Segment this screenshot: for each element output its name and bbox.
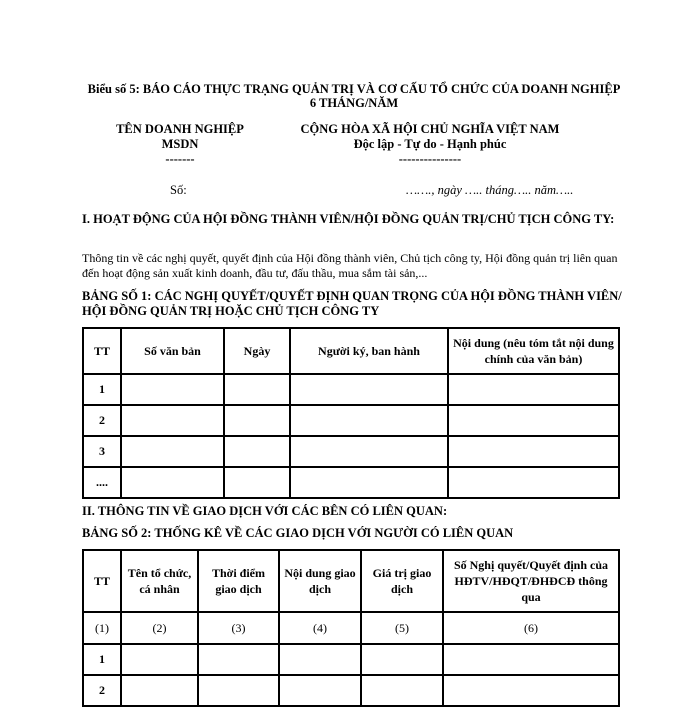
table-row bbox=[83, 436, 619, 467]
table-cell bbox=[224, 436, 290, 467]
column-header: TT bbox=[83, 550, 121, 612]
table-2-title: BẢNG SỐ 2: THỐNG KÊ VỀ CÁC GIAO DỊCH VỚI NGƯỜI CÓ LIÊN QUAN bbox=[82, 526, 514, 540]
column-index: (4) bbox=[279, 612, 361, 644]
row-number: 1 bbox=[83, 644, 121, 675]
row-number: .... bbox=[83, 467, 121, 498]
report-title: BÁO CÁO THỰC TRẠNG QUẢN TRỊ VÀ CƠ CẤU TỔ CHỨC CỦA DOANH NGHIỆP 6 THÁNG/NĂM bbox=[142, 82, 621, 110]
column-header: Nội dung giao dịch bbox=[279, 550, 361, 612]
table-row bbox=[83, 405, 619, 436]
section-1-heading: I. HOẠT ĐỘNG CỦA HỘI ĐỒNG THÀNH VIÊN/HỘI ĐỒNG QUẢN TRỊ/CHỦ TỊCH CÔNG TY: bbox=[82, 212, 615, 226]
table-cell bbox=[121, 405, 224, 436]
column-header: Ngày bbox=[224, 328, 290, 374]
column-index: (2) bbox=[121, 612, 198, 644]
row-number: 1 bbox=[83, 374, 121, 405]
column-header: Số văn bản bbox=[121, 328, 224, 374]
table-cell bbox=[121, 644, 198, 675]
table-cell bbox=[198, 644, 279, 675]
column-index: (3) bbox=[198, 612, 279, 644]
table-cell bbox=[224, 374, 290, 405]
column-header: Tên tổ chức, cá nhân bbox=[121, 550, 198, 612]
column-header: Thời điểm giao dịch bbox=[198, 550, 279, 612]
table-header-row bbox=[83, 328, 619, 374]
table-row bbox=[83, 675, 619, 706]
table-cell bbox=[121, 436, 224, 467]
national-motto: Độc lập - Tự do - Hạnh phúc bbox=[353, 137, 507, 151]
table-cell bbox=[224, 405, 290, 436]
company-header bbox=[100, 122, 260, 167]
table-cell bbox=[361, 675, 443, 706]
column-header: Người ký, ban hành bbox=[290, 328, 448, 374]
resolutions-table bbox=[82, 327, 620, 499]
table-row bbox=[83, 374, 619, 405]
table-cell bbox=[448, 374, 619, 405]
table-cell bbox=[448, 405, 619, 436]
table-cell bbox=[224, 467, 290, 498]
column-index: (1) bbox=[83, 612, 121, 644]
form-number: Biểu số 5: bbox=[87, 82, 140, 96]
column-header: Nội dung (nêu tóm tắt nội dung chính của văn bản) bbox=[448, 328, 619, 374]
row-number: 2 bbox=[83, 675, 121, 706]
column-index: (6) bbox=[443, 612, 619, 644]
column-header: TT bbox=[83, 328, 121, 374]
table-row bbox=[83, 644, 619, 675]
table-header-row bbox=[83, 550, 619, 612]
table-cell bbox=[290, 467, 448, 498]
table-cell bbox=[198, 675, 279, 706]
table-cell bbox=[121, 467, 224, 498]
table-cell bbox=[448, 467, 619, 498]
table-cell bbox=[443, 675, 619, 706]
column-header: Giá trị giao dịch bbox=[361, 550, 443, 612]
table-cell bbox=[290, 405, 448, 436]
table-cell bbox=[290, 436, 448, 467]
table-cell bbox=[443, 644, 619, 675]
column-index-row bbox=[83, 612, 619, 644]
table-1-title: BẢNG SỐ 1: CÁC NGHỊ QUYẾT/QUYẾT ĐỊNH QUAN TRỌNG CỦA HỘI ĐỒNG THÀNH VIÊN/ HỘI ĐỒNG QUẢN TRỊ HOẶC CHỦ TỊCH CÔNG TY bbox=[82, 289, 622, 318]
national-divider: --------------- bbox=[398, 152, 462, 166]
national-header bbox=[280, 122, 580, 167]
document-number-label: Số: bbox=[170, 183, 187, 197]
table-cell bbox=[121, 374, 224, 405]
form-title bbox=[84, 82, 624, 110]
section-2-heading: II. THÔNG TIN VỀ GIAO DỊCH VỚI CÁC BÊN CÓ LIÊN QUAN: bbox=[82, 504, 448, 518]
table-cell bbox=[448, 436, 619, 467]
table-cell bbox=[290, 374, 448, 405]
related-party-transactions-table bbox=[82, 549, 620, 707]
date-line: ……., ngày ….. tháng….. năm….. bbox=[406, 183, 574, 197]
company-tax-code: MSDN bbox=[161, 137, 199, 151]
company-divider: ------- bbox=[165, 152, 195, 166]
table-row bbox=[83, 467, 619, 498]
column-index: (5) bbox=[361, 612, 443, 644]
table-cell bbox=[279, 675, 361, 706]
company-name: TÊN DOANH NGHIỆP bbox=[116, 122, 244, 136]
national-name: CỘNG HÒA XÃ HỘI CHỦ NGHĨA VIỆT NAM bbox=[300, 122, 560, 136]
table-cell bbox=[121, 675, 198, 706]
section-1-paragraph: Thông tin về các nghị quyết, quyết định của Hội đồng thành viên, Chủ tịch công ty, Hội đồng quản trị liên quan đến hoạt động sản xuất kinh doanh, đầu tư, đấu thầu, mua sắm tài sản,... bbox=[82, 251, 618, 280]
table-cell bbox=[279, 644, 361, 675]
row-number: 2 bbox=[83, 405, 121, 436]
row-number: 3 bbox=[83, 436, 121, 467]
column-header: Số Nghị quyết/Quyết định của HĐTV/HĐQT/ĐHĐCĐ thông qua bbox=[443, 550, 619, 612]
table-cell bbox=[361, 644, 443, 675]
